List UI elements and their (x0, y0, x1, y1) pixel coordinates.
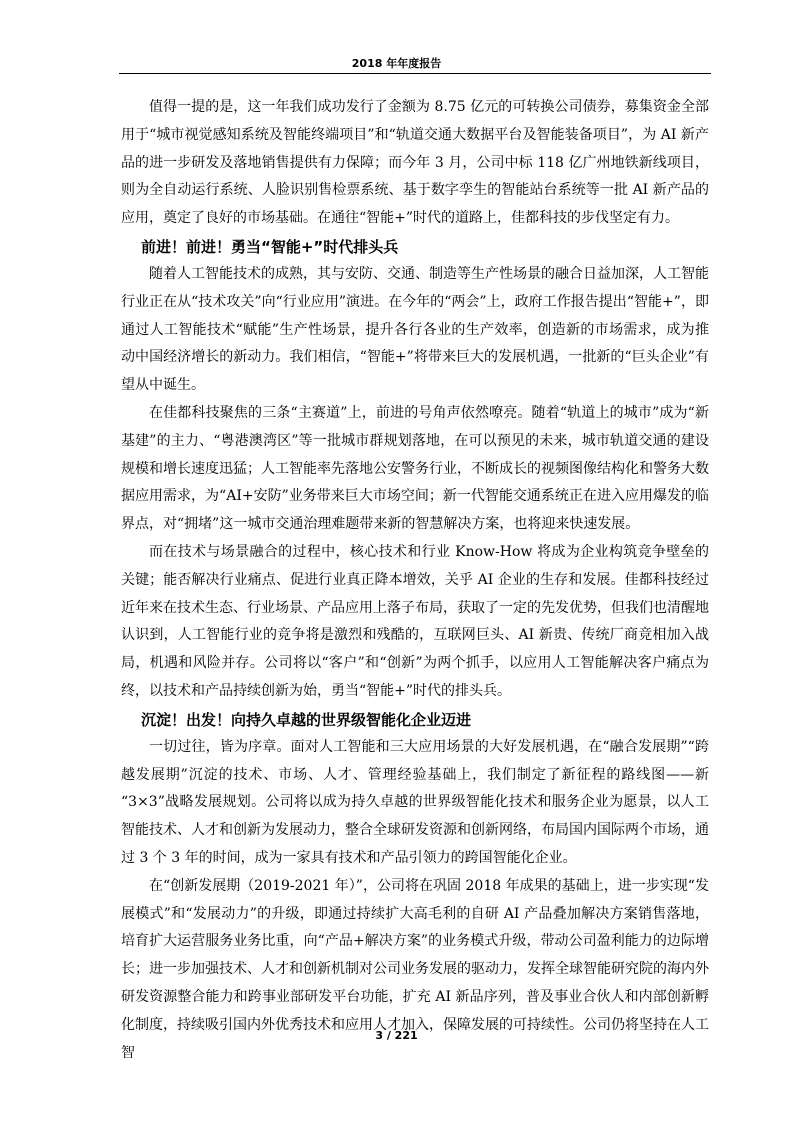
paragraph-ai-industry: 随着人工智能技术的成熟，其与安防、交通、制造等生产性场景的融合日益加深，人工智能行业正在从“技术攻关”向“行业应用”演进。在今年的“两会”上，政府工作报告提出“智能+”，即通过人工智能技术“赋能”生产性场景，提升各行各业的生产效率，创造新的市场需求，成为推动中国经济增长的新动力。我们相信，“智能+”将带来巨大的发展机遇，一批新的“巨头企业”有望从中诞生。 (121, 265, 709, 394)
header-divider (119, 73, 711, 74)
paragraph-competition: 而在技术与场景融合的过程中，核心技术和行业 Know-How 将成为企业构筑竞争壁垒的关键；能否解决行业痛点、促进行业真正降本增效，关乎 AI 企业的生存和发展。佳都科技经过近年来在技术生态、行业场景、产品应用上落子布局，获取了一定的先发优势，但我们也清醒地认识到，人工智能行业的竞争将是激烈和残酷的，互联网巨头、AI 新贵、传统厂商竞相加入战局，机遇和风险并存。公司将以“客户”和“创新”为两个抓手，以应用人工智能解决客户痛点为终，以技术和产品持续创新为始，勇当“智能+”时代的排头兵。 (121, 543, 709, 699)
page-header: 2018 年年度报告 (351, 57, 442, 70)
paragraph-strategy-plan: 一切过往，皆为序章。面对人工智能和三大应用场景的大好发展机遇，在“融合发展期”“跨越发展期”沉淀的技术、市场、人才、管理经验基础上，我们制定了新征程的路线图——新 “3×3”战略发展规划。公司将以成为持久卓越的世界级智能化技术和服务企业为愿景，以人工智能技术、人才和创新为发展动力，整合全球研发资源和创新网络，布局国内国际两个市场，通过 3 个 3 年的时间，成为一家具有技术和产品引领力的跨国智能化企业。 (121, 738, 709, 866)
section-heading-settle: 沉淀！出发！向持久卓越的世界级智能化企业迈进 (141, 710, 472, 729)
paragraph-main-tracks: 在佳都科技聚焦的三条“主赛道”上，前进的号角声依然嘹亮。随着“轨道上的城市”成为“新基建”的主力、“粤港澳湾区”等一批城市群规划落地，在可以预见的未来，城市轨道交通的建设规模和增长速度迅猛；人工智能率先落地公安警务行业，不断成长的视频图像结构化和警务大数据应用需求，为“AI+安防”业务带来巨大市场空间；新一代智能交通系统正在进入应用爆发的临界点，对“拥堵”这一城市交通治理难题带来新的智慧解决方案，也将迎来快速发展。 (121, 404, 709, 533)
paragraph-innovation-period: 在“创新发展期（2019-2021 年）”，公司将在巩固 2018 年成果的基础上，进一步实现“发展模式”和“发展动力”的升级，即通过持续扩大高毛利的自研 AI 产品叠加解决方案销售落地，培育扩大运营服务业务比重，向“产品+解决方案”的业务模式升级，带动公司盈利能力的边际增长；进一步加强技术、人才和创新机制对公司业务发展的驱动力，发挥全球智能研究院的海内外研发资源整合能力和跨事业部研发平台功能，扩充 AI 新品序列，普及事业合伙人和内部创新孵化制度，持续吸引国内外优秀技术和应用人才加入，保障发展的可持续性。公司仍将坚持在人工智 (121, 877, 709, 1061)
section-heading-forward: 前进！前进！勇当“智能+”时代排头兵 (141, 237, 399, 256)
report-body (121, 94, 709, 1067)
paragraph-convertible-bonds: 值得一提的是，这一年我们成功发行了金额为 8.75 亿元的可转换公司债券，募集资金全部用于“城市视觉感知系统及智能终端项目”和“轨道交通大数据平台及智能装备项目”，为 AI 新产品的进一步研发及落地销售提供有力保障；而今年 3 月，公司中标 118 亿广州地铁新线项目，则为全自动运行系统、人脸识别售检票系统、基于数字孪生的智能站台系统等一批 AI 新产品的应用，奠定了良好的市场基础。在通往“智能+”时代的道路上，佳都科技的步伐坚定有力。 (121, 99, 709, 227)
page-number: 3 / 221 (375, 1029, 418, 1042)
